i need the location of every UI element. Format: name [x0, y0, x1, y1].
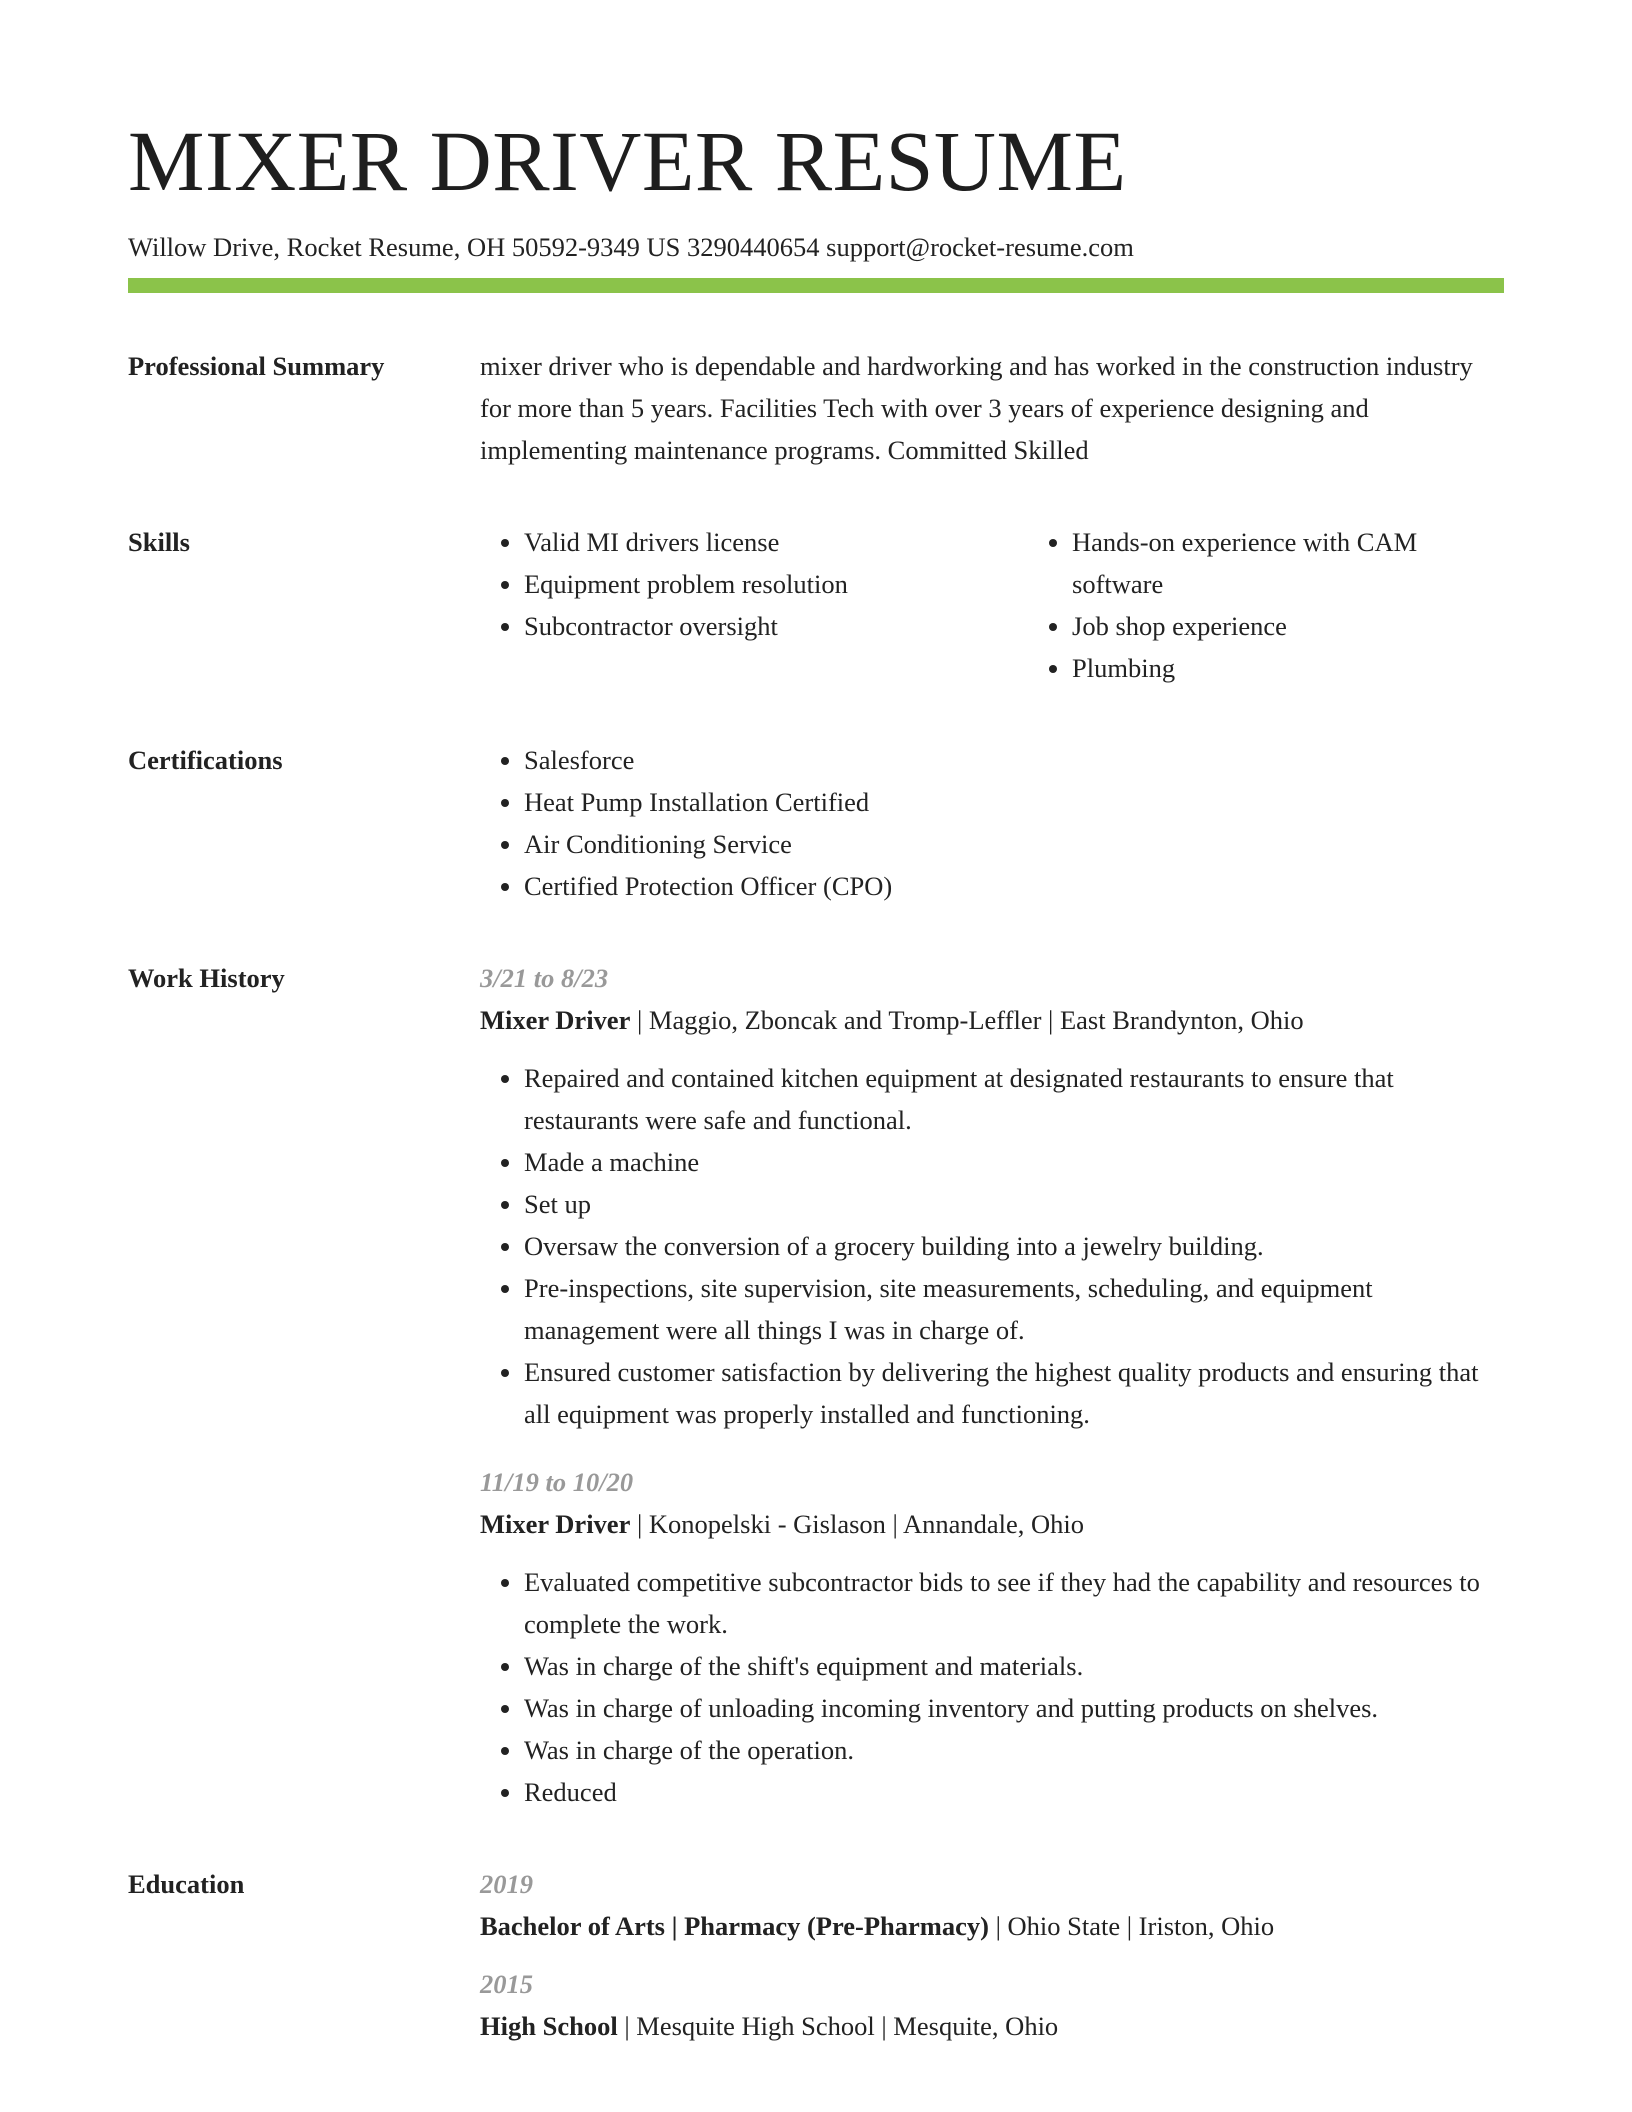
- certification-item: • Salesforce: [524, 739, 1504, 781]
- section-label-skills: Skills: [128, 526, 190, 557]
- job-role-line: [480, 999, 1504, 1041]
- work-history-content: [480, 957, 1504, 1813]
- skills-list-left: [480, 521, 1028, 689]
- job-bullet: • Was in charge of the shift's equipment and materials.: [524, 1645, 1504, 1687]
- section-label-certifications: Certifications: [128, 744, 283, 775]
- job-title: Mixer Driver: [480, 1004, 631, 1035]
- job-bullet: • Made a machine: [524, 1141, 1504, 1183]
- skill-item: • Hands-on experience with CAM software: [1072, 521, 1504, 605]
- job-bullet: • Set up: [524, 1183, 1504, 1225]
- skill-item: • Subcontractor oversight: [524, 605, 1028, 647]
- certification-item: • Certified Protection Officer (CPO): [524, 865, 1504, 907]
- skill-item: • Job shop experience: [1072, 605, 1504, 647]
- job-bullet: • Pre-inspections, site supervision, site measurements, scheduling, and equipment management were all things I was in charge of.: [524, 1267, 1504, 1351]
- header-divider: [128, 278, 1504, 293]
- skill-item: • Plumbing: [1072, 647, 1504, 689]
- job-bullet: • Evaluated competitive subcontractor bids to see if they had the capability and resources to complete the work.: [524, 1561, 1504, 1645]
- job-bullet: • Was in charge of unloading incoming inventory and putting products on shelves.: [524, 1687, 1504, 1729]
- job-details: | Maggio, Zboncak and Tromp-Leffler | East Brandynton, Ohio: [630, 1004, 1304, 1035]
- education-entry: [480, 1963, 1504, 2047]
- skill-item: • Equipment problem resolution: [524, 563, 1028, 605]
- skills-list-right: [1028, 521, 1504, 689]
- education-details: | Mesquite High School | Mesquite, Ohio: [617, 2010, 1059, 2041]
- resume-title: MIXER DRIVER RESUME: [128, 113, 1127, 209]
- job-bullet: • Oversaw the conversion of a grocery building into a jewelry building.: [524, 1225, 1504, 1267]
- education-year: 2019: [480, 1868, 533, 1899]
- certification-item: • Heat Pump Installation Certified: [524, 781, 1504, 823]
- summary-text: mixer driver who is dependable and hardworking and has worked in the construction industry for more than 5 years. Facilities Tech with over 3 years of experience designing and implementing maintenance programs. Committed Skilled: [480, 350, 1473, 465]
- job-title: Mixer Driver: [480, 1508, 631, 1539]
- job-entry: [480, 1461, 1504, 1813]
- education-entry: [480, 1863, 1504, 1947]
- education-line: [480, 1905, 1504, 1947]
- job-bullets: [480, 1057, 1504, 1435]
- section-label-education: Education: [128, 1868, 245, 1899]
- job-bullet: • Reduced: [524, 1771, 1504, 1813]
- job-role-line: [480, 1503, 1504, 1545]
- job-bullet: • Ensured customer satisfaction by delivering the highest quality products and ensuring that all equipment was properly installed and functioning.: [524, 1351, 1504, 1435]
- certifications-section: [128, 739, 1504, 907]
- section-label-summary: Professional Summary: [128, 350, 385, 381]
- education-content: [480, 1863, 1504, 2047]
- education-line: [480, 2005, 1504, 2047]
- job-bullets: [480, 1561, 1504, 1813]
- job-entry: [480, 957, 1504, 1435]
- certifications-content: [480, 739, 1504, 907]
- section-label-work-history: Work History: [128, 962, 285, 993]
- education-degree: High School: [480, 2010, 618, 2041]
- job-details: | Konopelski - Gislason | Annandale, Ohio: [630, 1508, 1085, 1539]
- job-bullet: • Was in charge of the operation.: [524, 1729, 1504, 1771]
- education-details: | Ohio State | Iriston, Ohio: [988, 1910, 1275, 1941]
- summary-section: [128, 345, 1504, 471]
- work-history-section: [128, 957, 1504, 1813]
- education-degree: Bachelor of Arts | Pharmacy (Pre-Pharmacy): [480, 1910, 989, 1941]
- job-dates: 11/19 to 10/20: [480, 1466, 634, 1497]
- job-bullet: • Repaired and contained kitchen equipment at designated restaurants to ensure that restaurants were safe and functional.: [524, 1057, 1504, 1141]
- skills-lists: [480, 521, 1504, 689]
- education-section: [128, 1863, 1504, 2047]
- skills-section: [128, 521, 1504, 689]
- contact-info: Willow Drive, Rocket Resume, OH 50592-9349 US 3290440654 support@rocket-resume.com: [128, 232, 1134, 262]
- skill-item: • Valid MI drivers license: [524, 521, 1028, 563]
- certification-item: • Air Conditioning Service: [524, 823, 1504, 865]
- education-year: 2015: [480, 1968, 533, 1999]
- certifications-list: [480, 739, 1504, 907]
- job-dates: 3/21 to 8/23: [480, 962, 609, 993]
